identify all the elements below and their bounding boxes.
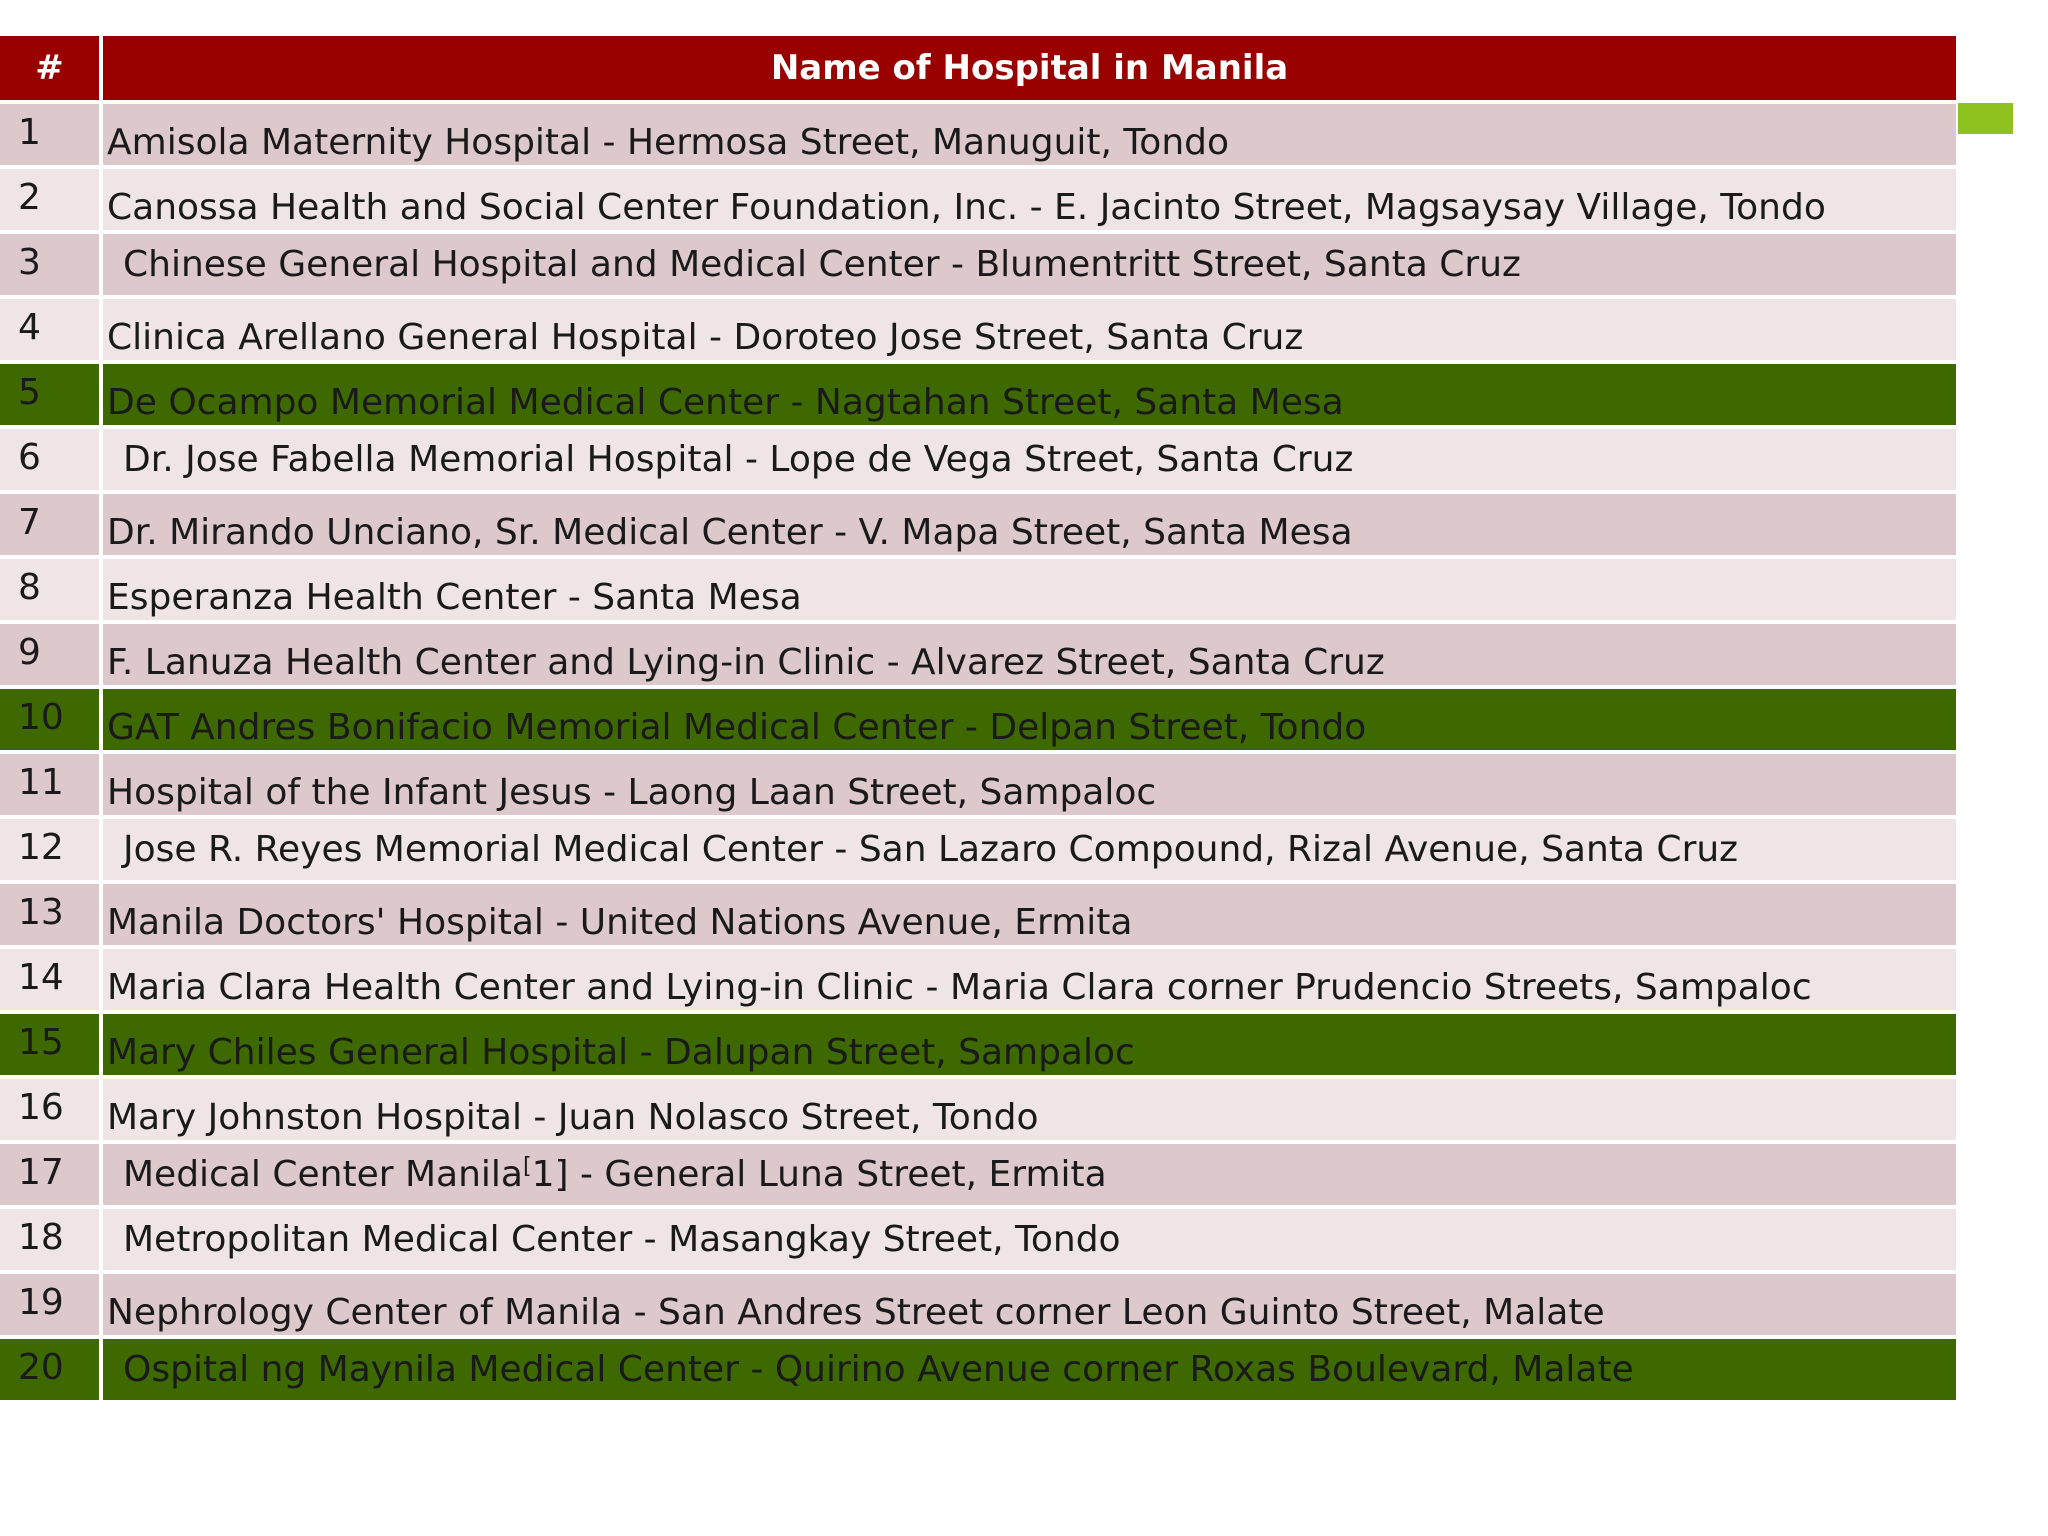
row-number: 2 (0, 169, 103, 234)
table-body (0, 104, 1956, 1404)
table-row (0, 1209, 1956, 1274)
row-number: 4 (0, 299, 103, 364)
hospital-name (103, 1144, 1956, 1209)
table-row (0, 884, 1956, 949)
row-number: 16 (0, 1079, 103, 1144)
table-row (0, 819, 1956, 884)
row-number: 18 (0, 1209, 103, 1274)
row-number: 5 (0, 364, 103, 429)
row-number: 12 (0, 819, 103, 884)
hospital-name: Dr. Jose Fabella Memorial Hospital - Lope de Vega Street, Santa Cruz (103, 429, 1956, 494)
row-number: 19 (0, 1274, 103, 1339)
table-row (0, 494, 1956, 559)
table-row (0, 949, 1956, 1014)
hospital-name: Ospital ng Maynila Medical Center - Quirino Avenue corner Roxas Boulevard, Malate (103, 1339, 1956, 1404)
hospital-name: Metropolitan Medical Center - Masangkay Street, Tondo (103, 1209, 1956, 1274)
footnote-bracket: [ (522, 1154, 532, 1179)
table-row (0, 559, 1956, 624)
hospital-name-suffix: 1] - General Luna Street, Ermita (531, 1154, 1107, 1195)
table-row (0, 104, 1956, 169)
row-number: 1 (0, 104, 103, 169)
hospital-name: Dr. Mirando Unciano, Sr. Medical Center - V. Mapa Street, Santa Mesa (103, 494, 1956, 559)
hospital-name: Mary Chiles General Hospital - Dalupan Street, Sampaloc (103, 1014, 1956, 1079)
hospital-name-text: Medical Center Manila (123, 1154, 523, 1195)
hospital-table (0, 36, 1956, 1404)
hospital-name: Nephrology Center of Manila - San Andres Street corner Leon Guinto Street, Malate (103, 1274, 1956, 1339)
table-header-row (0, 36, 1956, 104)
row-number: 3 (0, 234, 103, 299)
hospital-name: Chinese General Hospital and Medical Center - Blumentritt Street, Santa Cruz (103, 234, 1956, 299)
row-number: 8 (0, 559, 103, 624)
row-number: 9 (0, 624, 103, 689)
hospital-name: Mary Johnston Hospital - Juan Nolasco Street, Tondo (103, 1079, 1956, 1144)
hospital-name: Hospital of the Infant Jesus - Laong Laan Street, Sampaloc (103, 754, 1956, 819)
row-number: 10 (0, 689, 103, 754)
table-row (0, 299, 1956, 364)
accent-square (1958, 103, 2013, 134)
hospital-name: Canossa Health and Social Center Foundation, Inc. - E. Jacinto Street, Magsaysay Village, Tondo (103, 169, 1956, 234)
table-row (0, 1014, 1956, 1079)
hospital-name: Clinica Arellano General Hospital - Doroteo Jose Street, Santa Cruz (103, 299, 1956, 364)
hospital-name: GAT Andres Bonifacio Memorial Medical Center - Delpan Street, Tondo (103, 689, 1956, 754)
row-number: 11 (0, 754, 103, 819)
row-number: 15 (0, 1014, 103, 1079)
hospital-name: Manila Doctors' Hospital - United Nations Avenue, Ermita (103, 884, 1956, 949)
row-number: 17 (0, 1144, 103, 1209)
row-number: 20 (0, 1339, 103, 1404)
header-name: Name of Hospital in Manila (103, 36, 1956, 104)
hospital-name: F. Lanuza Health Center and Lying-in Clinic - Alvarez Street, Santa Cruz (103, 624, 1956, 689)
table-row (0, 1274, 1956, 1339)
table-row (0, 429, 1956, 494)
row-number: 6 (0, 429, 103, 494)
hospital-name: Amisola Maternity Hospital - Hermosa Street, Manuguit, Tondo (103, 104, 1956, 169)
table-row (0, 1079, 1956, 1144)
hospital-name: Maria Clara Health Center and Lying-in Clinic - Maria Clara corner Prudencio Streets, Sampaloc (103, 949, 1956, 1014)
table-row (0, 1339, 1956, 1404)
hospital-name: De Ocampo Memorial Medical Center - Nagtahan Street, Santa Mesa (103, 364, 1956, 429)
table-row (0, 234, 1956, 299)
hospital-name: Jose R. Reyes Memorial Medical Center - San Lazaro Compound, Rizal Avenue, Santa Cruz (103, 819, 1956, 884)
table-row (0, 689, 1956, 754)
row-number: 7 (0, 494, 103, 559)
row-number: 14 (0, 949, 103, 1014)
table-row (0, 624, 1956, 689)
table-row (0, 169, 1956, 234)
table-row (0, 364, 1956, 429)
header-number: # (0, 36, 103, 104)
table-row (0, 1144, 1956, 1209)
table-row (0, 754, 1956, 819)
hospital-name: Esperanza Health Center - Santa Mesa (103, 559, 1956, 624)
row-number: 13 (0, 884, 103, 949)
